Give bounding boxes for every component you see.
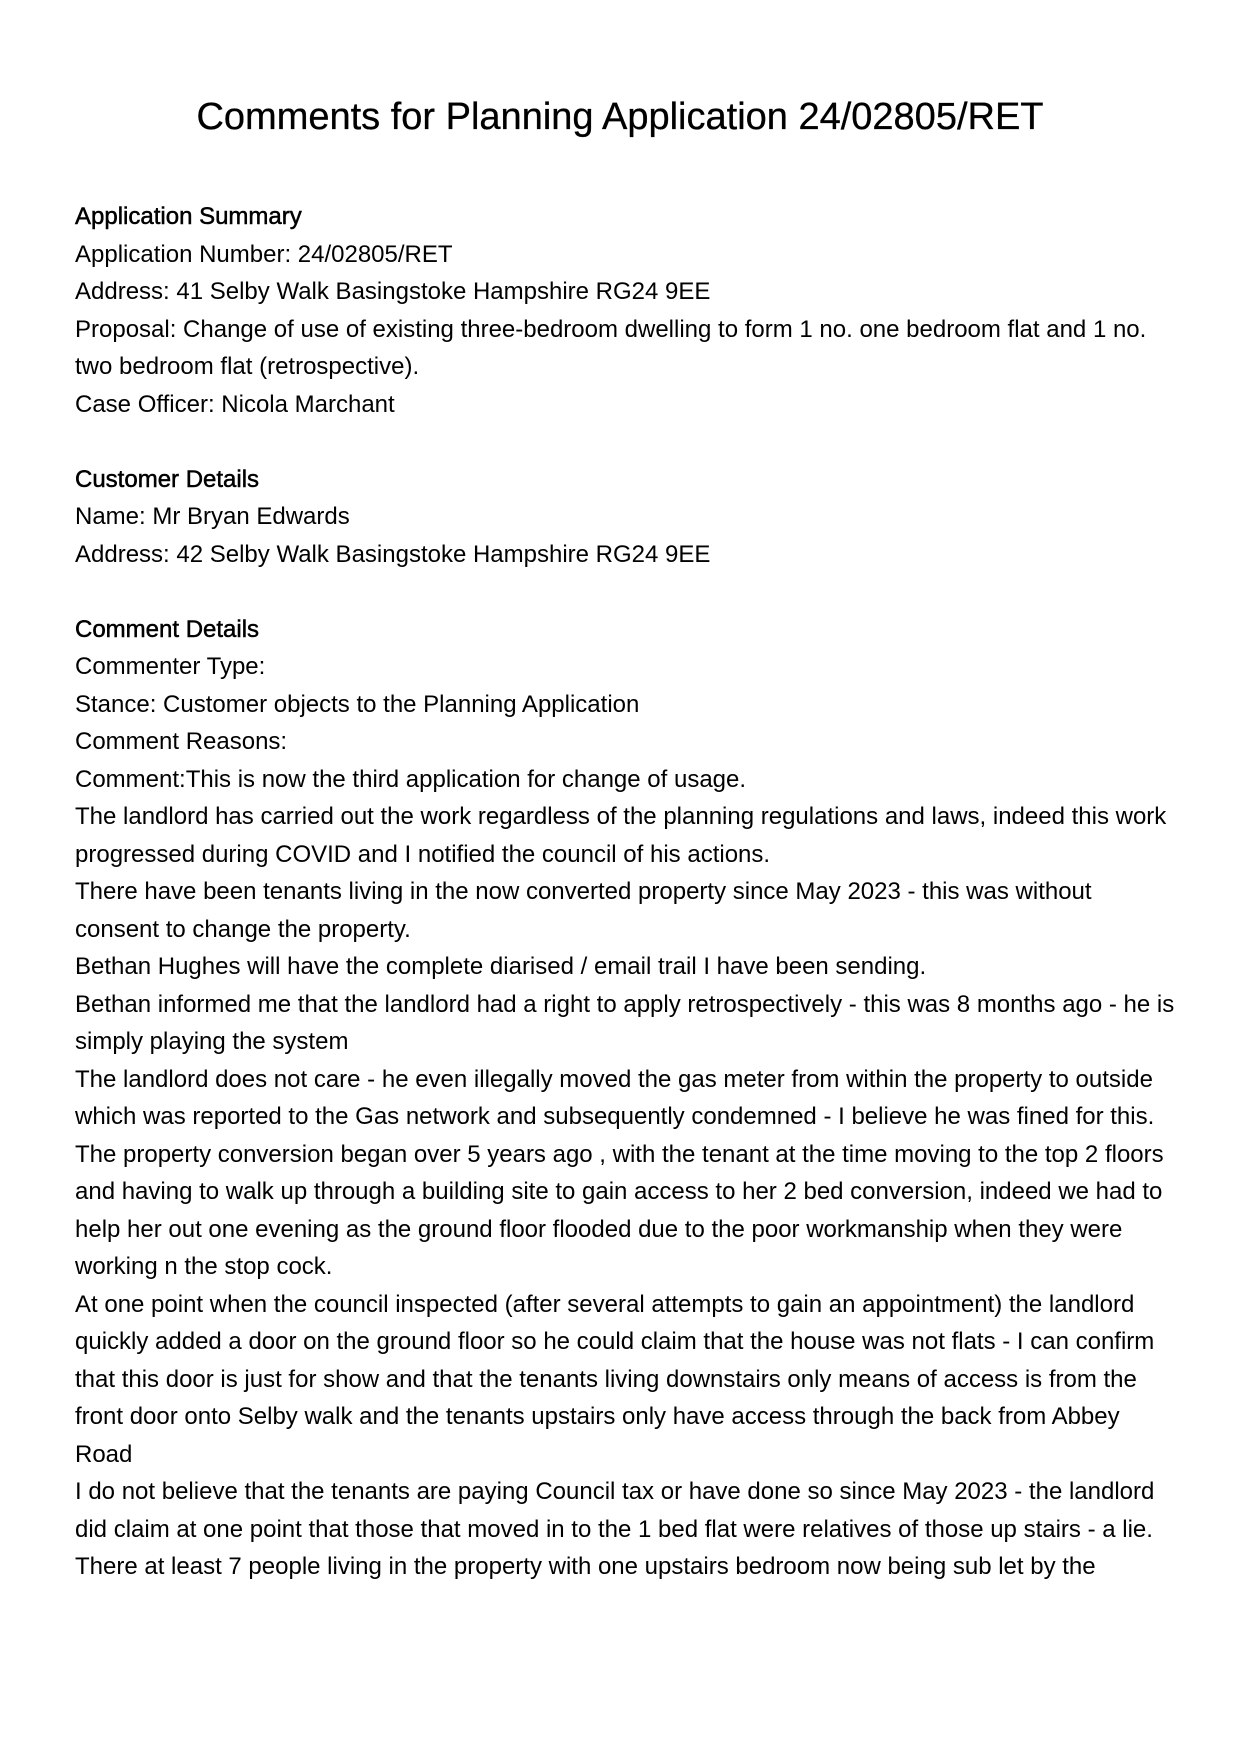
comment-paragraph: At one point when the council inspected (after several attempts to gain an appointment) the landlord quickly added a door on the ground floor so he could claim that the house was not flats - I can confirm that this door is just for show and that the tenants living downstairs only means of access is from the front door onto Selby walk and the tenants upstairs only have access through the back from Abbey Road <box>75 1290 1155 1468</box>
comment-reasons: Comment Reasons: <box>75 728 288 755</box>
document-body <box>75 198 1175 1586</box>
comment-details-heading: Comment Details <box>75 615 260 643</box>
comment-paragraph: There at least 7 people living in the property with one upstairs bedroom now being sub let by the <box>75 1553 1096 1580</box>
comment-stance: Stance: Customer objects to the Planning Application <box>75 690 640 718</box>
application-summary-section <box>75 198 1175 423</box>
customer-address: Address: 42 Selby Walk Basingstoke Hampshire RG24 9EE <box>75 540 711 568</box>
section-gap <box>75 573 1175 611</box>
application-number: Application Number: 24/02805/RET <box>75 240 453 268</box>
commenter-type: Commenter Type: <box>75 653 266 680</box>
customer-details-section <box>75 461 1175 574</box>
comment-paragraph: Bethan Hughes will have the complete diarised / email trail I have been sending. <box>75 953 927 980</box>
comment-paragraph: The landlord has carried out the work regardless of the planning regulations and laws, indeed this work progressed during COVID and I notified the council of his actions. <box>75 803 1167 868</box>
customer-name: Name: Mr Bryan Edwards <box>75 503 350 530</box>
comment-paragraph: The landlord does not care - he even illegally moved the gas meter from within the property to outside which was reported to the Gas network and subsequently condemned - I believe he was fined for this. <box>75 1065 1155 1130</box>
section-gap <box>75 423 1175 461</box>
page-title: Comments for Planning Application 24/02805/RET <box>196 96 1044 138</box>
application-summary-heading: Application Summary <box>75 203 302 230</box>
customer-details-heading: Customer Details <box>75 465 260 493</box>
application-address: Address: 41 Selby Walk Basingstoke Hampshire RG24 9EE <box>75 278 711 305</box>
comment-paragraph: Comment:This is now the third application for change of usage. <box>75 765 747 793</box>
comment-paragraph: Bethan informed me that the landlord had a right to apply retrospectively - this was 8 months ago - he is simply playing the system <box>75 990 1175 1055</box>
comment-details-section <box>75 611 1175 1586</box>
comment-paragraph: There have been tenants living in the now converted property since May 2023 - this was without consent to change the property. <box>75 878 1092 943</box>
comment-paragraph: I do not believe that the tenants are paying Council tax or have done so since May 2023 - the landlord did claim at one point that those that moved in to the 1 bed flat were relatives of those up stairs - a lie. <box>75 1478 1155 1543</box>
comment-paragraph: The property conversion began over 5 years ago , with the tenant at the time moving to the top 2 floors and having to walk up through a building site to gain access to her 2 bed conversion, indeed we had to help her out one evening as the ground floor flooded due to the poor workmanship when they were working n the stop cock. <box>75 1140 1164 1280</box>
application-proposal: Proposal: Change of use of existing three-bedroom dwelling to form 1 no. one bedroom flat and 1 no. two bedroom flat (retrospective). <box>75 315 1147 380</box>
case-officer: Case Officer: Nicola Marchant <box>75 390 395 418</box>
